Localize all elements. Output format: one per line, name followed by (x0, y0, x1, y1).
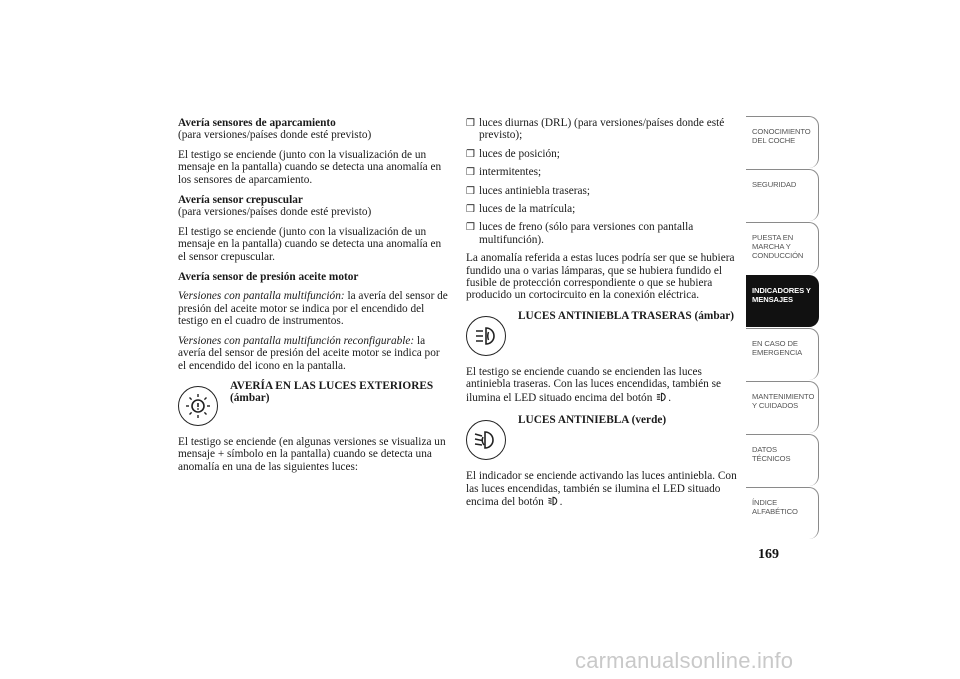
middle-column (466, 117, 738, 517)
list-item (466, 185, 738, 197)
page-number: 169 (758, 547, 779, 562)
list-item (466, 148, 738, 160)
list-item (466, 166, 738, 178)
left-column (178, 117, 450, 480)
heading-oil-pressure-sensor: Avería sensor de presión aceite motor (178, 271, 359, 284)
list-item-text: luces de la matrícula; (479, 203, 576, 216)
bullet-icon: ❒ (466, 222, 475, 234)
front-fog-light-icon (466, 420, 506, 460)
paragraph-oil-pressure-multifunction (178, 290, 450, 327)
text-front-fog: El indicador se enciende activando las luces antiniebla. Con las luces encendidas, también se ilumina el LED situado encima del botón (466, 470, 737, 508)
paragraph-parking-sensors: El testigo se enciende (junto con la visualización de un mensaje en la pantalla) cuando se detecta una anomalía en los sensores de aparcamiento. (178, 148, 442, 186)
bullet-icon: ❒ (466, 148, 475, 160)
text-front-fog-end: . (559, 495, 563, 508)
rear-fog-button-icon (655, 391, 668, 406)
text-rear-fog-end: . (668, 391, 672, 404)
list-item (466, 117, 738, 142)
list-item-text: luces de freno (sólo para versiones con pantalla multifunción). (479, 221, 694, 246)
paragraph-twilight-sensor: El testigo se enciende (junto con la visualización de un mensaje en la pantalla) cuando se detecta una anomalía en el sensor crepuscular. (178, 225, 442, 263)
paragraph-rear-fog (466, 366, 738, 406)
bullet-icon: ❒ (466, 204, 475, 216)
bullet-icon: ❒ (466, 118, 475, 129)
paragraph-exterior-lights: El testigo se enciende (en algunas versiones se visualiza un mensaje + símbolo en la pantalla) cuando se detecta una anomalía en una de las siguientes luces: (178, 435, 446, 473)
heading-parking-sensors-sub: (para versiones/países donde esté previsto) (178, 129, 372, 142)
paragraph-front-fog (466, 470, 738, 510)
heading-twilight-sensor-sub: (para versiones/países donde esté previsto) (178, 206, 372, 219)
paragraph-oil-pressure-reconfigurable (178, 335, 450, 372)
tab-indicadores[interactable]: INDICADORES Y MENSAJES (746, 275, 819, 327)
warning-title-rear-fog: LUCES ANTINIEBLA TRASERAS (ámbar) (518, 309, 735, 322)
list-item-text: luces antiniebla traseras; (479, 184, 591, 197)
bullet-icon: ❒ (466, 185, 475, 197)
text-reconfigurable: la avería del sensor de presión del aceite motor se indica por el encendido del icono en la pantalla. (178, 334, 440, 372)
watermark: carmanualsonline.info (575, 648, 794, 673)
tab-puesta-en-marcha[interactable]: PUESTA EN MARCHA Y CONDUCCIÓN (746, 222, 819, 274)
list-item (466, 221, 738, 246)
exterior-lights-warning (178, 380, 450, 430)
list-item (466, 203, 738, 215)
heading-twilight-sensor: Avería sensor crepuscular (178, 194, 303, 207)
tab-conocimiento[interactable]: CONOCIMIENTO DEL COCHE (746, 116, 819, 168)
list-item-text: luces diurnas (DRL) (para versiones/países donde esté previsto); (479, 117, 725, 142)
tab-seguridad[interactable]: SEGURIDAD (746, 169, 819, 221)
warning-title-front-fog: LUCES ANTINIEBLA (verde) (518, 414, 667, 427)
paragraph-lights-fault-cause: La anomalía referida a estas luces podría ser que se hubiera fundido una o varias lámparas, que se hubiera fundido el fusible de protección correspondiente o que se hubiera producido un cortocircuito en la conexión eléctrica. (466, 252, 735, 302)
lights-list (466, 117, 738, 246)
label-reconfigurable: Versiones con pantalla multifunción reconfigurable: (178, 334, 415, 347)
exterior-light-fault-icon (178, 386, 218, 426)
tab-datos-tecnicos[interactable]: DATOS TÉCNICOS (746, 434, 819, 486)
text-multifunction: la avería del sensor de presión del aceite motor se indica por el encendido del testigo en el cuadro de instrumentos. (178, 290, 448, 328)
bullet-icon: ❒ (466, 167, 475, 179)
tab-mantenimiento[interactable]: MANTENIMIENTO Y CUIDADOS (746, 381, 819, 433)
list-item-text: intermitentes; (479, 166, 542, 179)
front-fog-warning (466, 414, 738, 464)
tab-indice[interactable]: ÍNDICE ALFABÉTICO (746, 487, 819, 539)
rear-fog-light-icon (466, 316, 506, 356)
heading-parking-sensors: Avería sensores de aparcamiento (178, 117, 336, 129)
list-item-text: luces de posición; (479, 147, 560, 160)
chapter-nav (746, 116, 819, 540)
warning-title-exterior-lights: AVERÍA EN LAS LUCES EXTERIORES (ámbar) (230, 379, 434, 405)
front-fog-button-icon (547, 495, 560, 510)
text-rear-fog: El testigo se enciende cuando se encienden las luces antiniebla traseras. Con las luces encendidas, también se ilumina el LED situado encima del botón (466, 365, 722, 404)
rear-fog-warning (466, 310, 738, 360)
tab-emergencia[interactable]: EN CASO DE EMERGENCIA (746, 328, 819, 380)
label-multifunction: Versiones con pantalla multifunción: (178, 290, 345, 303)
